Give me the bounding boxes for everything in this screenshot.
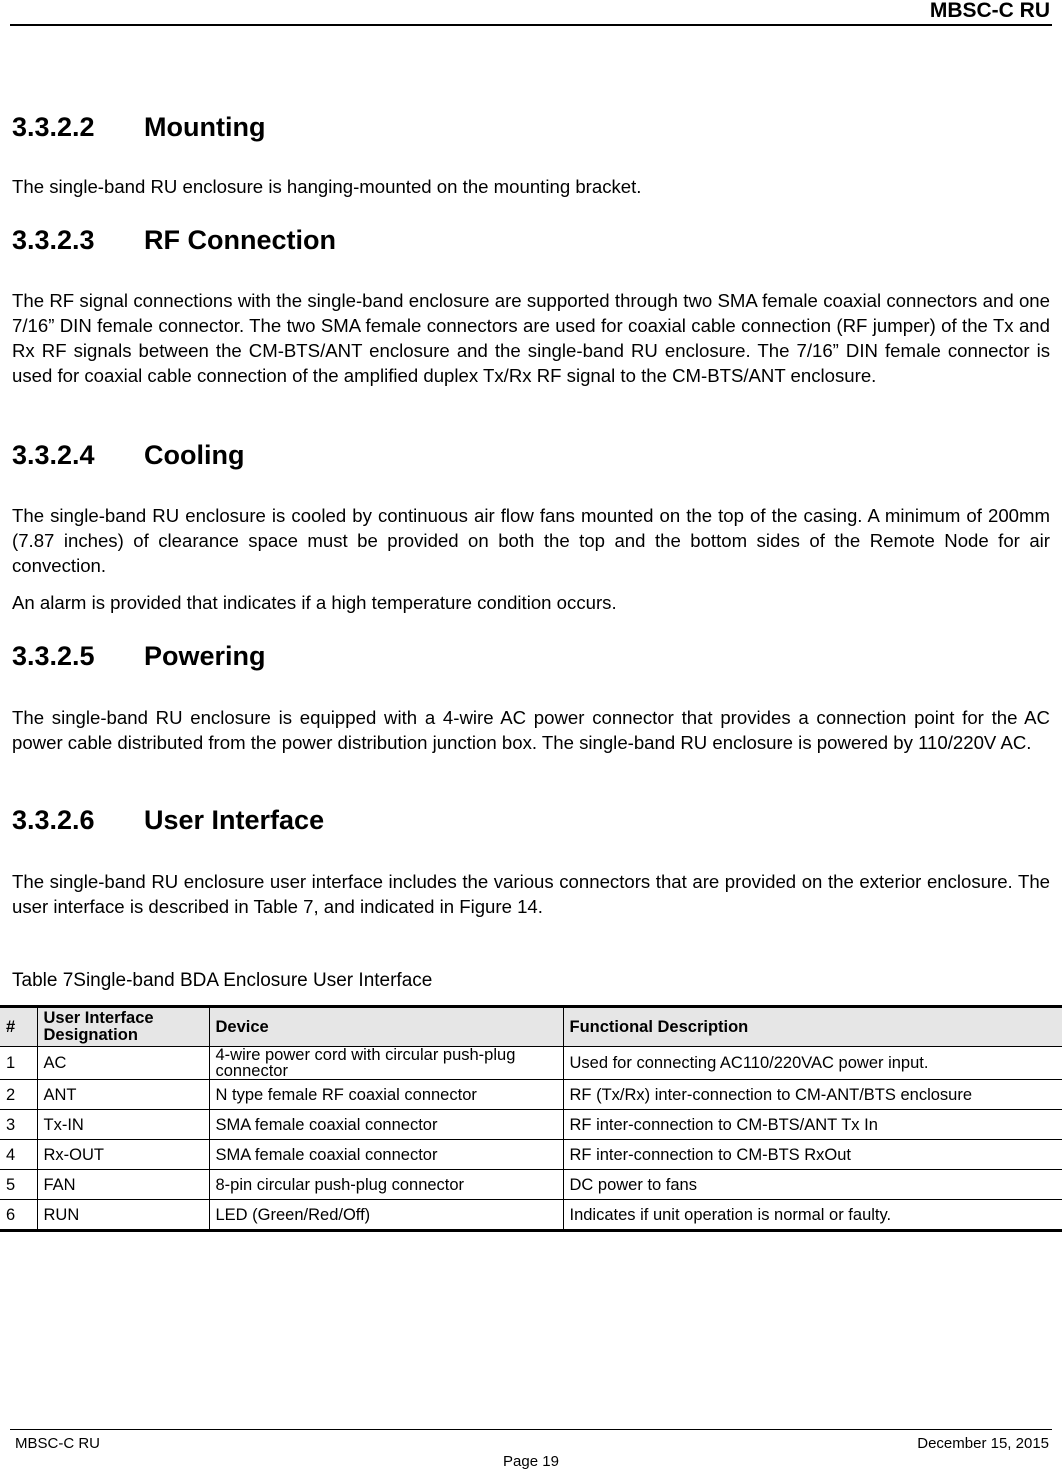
paragraph-cooling: The single-band RU enclosure is cooled by continuous air flow fans mounted on the top of the casing. A minimum of 200mm (7.87 inches) of clearance space must be provided on both the top and the bottom sides of the Remote Node for air convection. [12,505,1050,576]
section-heading-rf-connection [12,225,336,255]
cell-device: N type female RF coaxial connector [209,1080,563,1110]
footer-date: December 15, 2015 [917,1435,1049,1452]
cell-number: 5 [0,1170,37,1200]
user-interface-table [0,1005,1062,1232]
cell-designation: FAN [37,1170,209,1200]
section-number: 3.3.2.5 [12,641,95,671]
header-designation: User Interface Designation [37,1007,209,1047]
footer-page-number: Page 19 [503,1453,559,1470]
table-caption: Table 7Single-band BDA Enclosure User Interface [12,970,433,991]
section-title: Cooling [144,440,245,470]
section-title: Powering [144,641,266,671]
footer-rule [10,1429,1052,1430]
table-row [0,1140,1062,1170]
table-row [0,1200,1062,1231]
cell-device: SMA female coaxial connector [209,1140,563,1170]
header-rule [10,24,1052,26]
section-number: 3.3.2.3 [12,225,95,255]
paragraph-user-interface: The single-band RU enclosure user interface includes the various connectors that are provided on the exterior enclosure. The user interface is described in Table 7, and indicated in Figure 14. [12,871,1050,917]
cell-description: RF (Tx/Rx) inter-connection to CM-ANT/BTS enclosure [563,1080,1062,1110]
cell-device: 8-pin circular push-plug connector [209,1170,563,1200]
cell-description: Used for connecting AC110/220VAC power input. [563,1047,1062,1080]
table-row [0,1047,1062,1080]
cell-number: 4 [0,1140,37,1170]
cell-description: RF inter-connection to CM-BTS RxOut [563,1140,1062,1170]
cell-device: 4-wire power cord with circular push-plug connector [209,1047,563,1080]
section-title: RF Connection [144,225,336,255]
table-row [0,1080,1062,1110]
table-row [0,1110,1062,1140]
header-device: Device [209,1007,563,1047]
section-title: Mounting [144,112,266,142]
cell-device: LED (Green/Red/Off) [209,1200,563,1231]
cell-description: RF inter-connection to CM-BTS/ANT Tx In [563,1110,1062,1140]
section-title: User Interface [144,805,325,835]
cell-description: DC power to fans [563,1170,1062,1200]
section-heading-user-interface [12,805,324,835]
cell-device: SMA female coaxial connector [209,1110,563,1140]
section-number: 3.3.2.6 [12,805,95,835]
section-heading-mounting [12,112,265,142]
cell-designation: RUN [37,1200,209,1231]
table-header-row [0,1007,1062,1047]
paragraph-mounting: The single-band RU enclosure is hanging-mounted on the mounting bracket. [12,176,642,197]
paragraph-cooling-alarm: An alarm is provided that indicates if a high temperature condition occurs. [12,592,617,613]
cell-designation: AC [37,1047,209,1080]
cell-number: 1 [0,1047,37,1080]
section-number: 3.3.2.2 [12,112,95,142]
cell-description: Indicates if unit operation is normal or faulty. [563,1200,1062,1231]
section-heading-cooling [12,440,244,470]
cell-number: 6 [0,1200,37,1231]
paragraph-powering: The single-band RU enclosure is equipped with a 4-wire AC power connector that provides a connection point for the AC power cable distributed from the power distribution junction box. The single-band RU enclosure is powered by 110/220V AC. [12,707,1050,753]
cell-number: 3 [0,1110,37,1140]
header-number: # [0,1007,37,1047]
cell-designation: Rx-OUT [37,1140,209,1170]
table-row [0,1170,1062,1200]
cell-designation: ANT [37,1080,209,1110]
header-description: Functional Description [563,1007,1062,1047]
cell-designation: Tx-IN [37,1110,209,1140]
section-heading-powering [12,641,266,671]
header-title: MBSC-C RU [929,0,1050,22]
cell-number: 2 [0,1080,37,1110]
section-number: 3.3.2.4 [12,440,95,470]
footer-document-name: MBSC-C RU [15,1435,100,1452]
paragraph-rf-connection: The RF signal connections with the single-band enclosure are supported through two SMA female coaxial connectors and one 7/16” DIN female connector. The two SMA female connectors are used for coaxial cable connection (RF jumper) of the Tx and Rx RF signals between the CM-BTS/ANT enclosure and the single-band RU enclosure. The 7/16” DIN female connector is used for coaxial cable connection of the amplified duplex Tx/Rx RF signal to the CM-BTS/ANT enclosure. [12,290,1050,386]
